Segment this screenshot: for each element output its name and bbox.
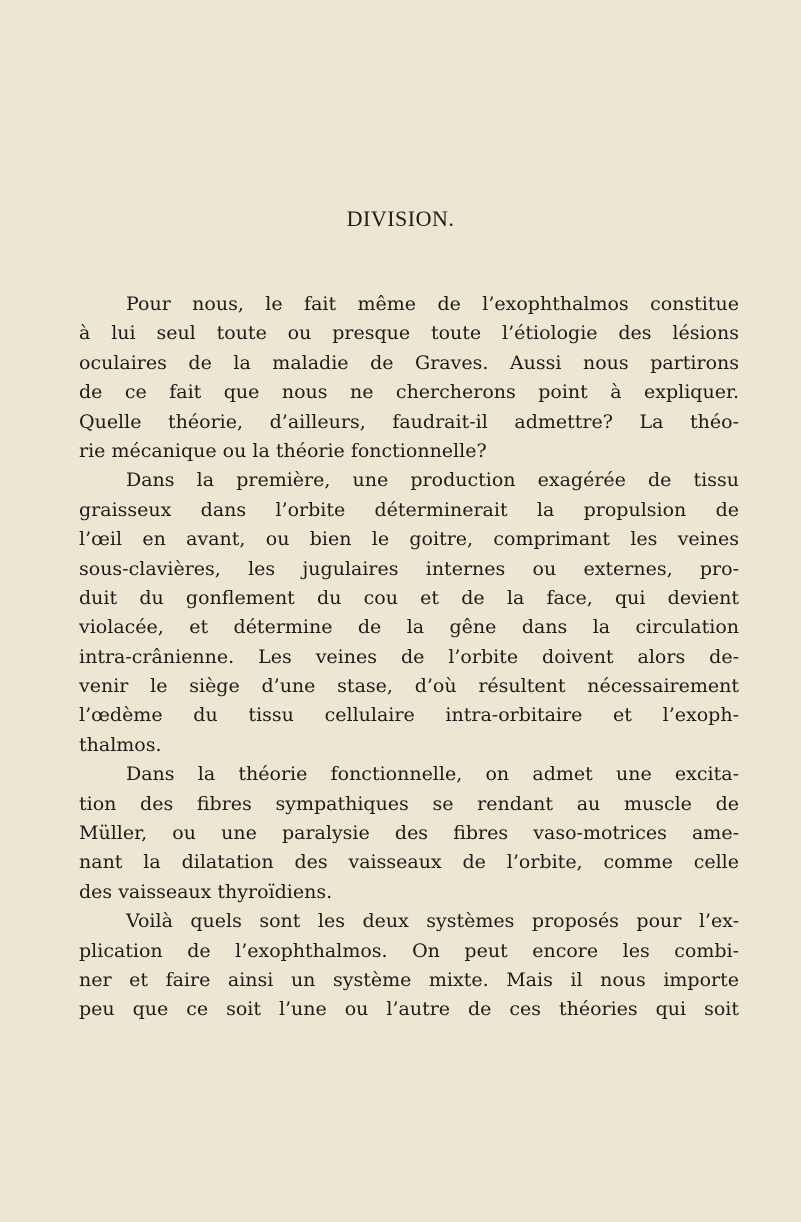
text-line: Pour nous, le fait même de l’exophthalmos constitue [126,293,739,315]
text-line: Quelle théorie, d’ailleurs, faudrait-il admettre? La théo- [79,410,739,433]
text-line: ner et faire ainsi un système mixte. Mais il nous importe [79,968,739,991]
text-line: de ce fait que nous ne chercherons point à expliquer. [79,381,739,404]
text-line: Dans la première, une production exagérée de tissu [126,469,739,492]
text-line: peu que ce soit l’une ou l’autre de ces théories qui soit [79,998,739,1021]
text-line: intra-crânienne. Les veines de l’orbite doivent alors de- [79,645,739,668]
text-line: Voilà quels sont les deux systèmes proposés pour l’ex- [126,910,739,933]
text-line: oculaires de la maladie de Graves. Aussi nous partirons [79,351,739,374]
text-line: rie mécanique ou la théorie fonctionnelle? [79,439,487,462]
text-line: à lui seul toute ou presque toute l’étiologie des lésions [79,322,739,345]
body-text [79,290,739,1025]
text-line: des vaisseaux thyroïdiens. [79,880,333,903]
text-line: Müller, ou une paralysie des fibres vaso-motrices ame- [79,822,739,845]
text-line: duit du gonflement du cou et de la face, qui devient [79,586,739,609]
text-line: tion des fibres sympathiques se rendant au muscle de [79,792,739,815]
text-line: sous-clavières, les jugulaires internes ou externes, pro- [79,557,739,580]
section-heading: DIVISION. [346,206,455,231]
text-line: venir le siège d’une stase, d’où résultent nécessairement [79,675,739,698]
text-line: violacée, et détermine de la gêne dans la circulation [79,616,739,639]
text-line: Dans la théorie fonctionnelle, on admet une excita- [126,763,739,786]
text-line: l’œil en avant, ou bien le goitre, comprimant les veines [79,528,739,551]
text-line: l’œdème du tissu cellulaire intra-orbitaire et l’exoph- [79,704,739,727]
text-line: graisseux dans l’orbite déterminerait la propulsion de [79,498,739,521]
text-line: plication de l’exophthalmos. On peut encore les combi- [79,939,739,962]
text-line: nant la dilatation des vaisseaux de l’orbite, comme celle [79,851,739,874]
text-line: thalmos. [79,733,162,756]
